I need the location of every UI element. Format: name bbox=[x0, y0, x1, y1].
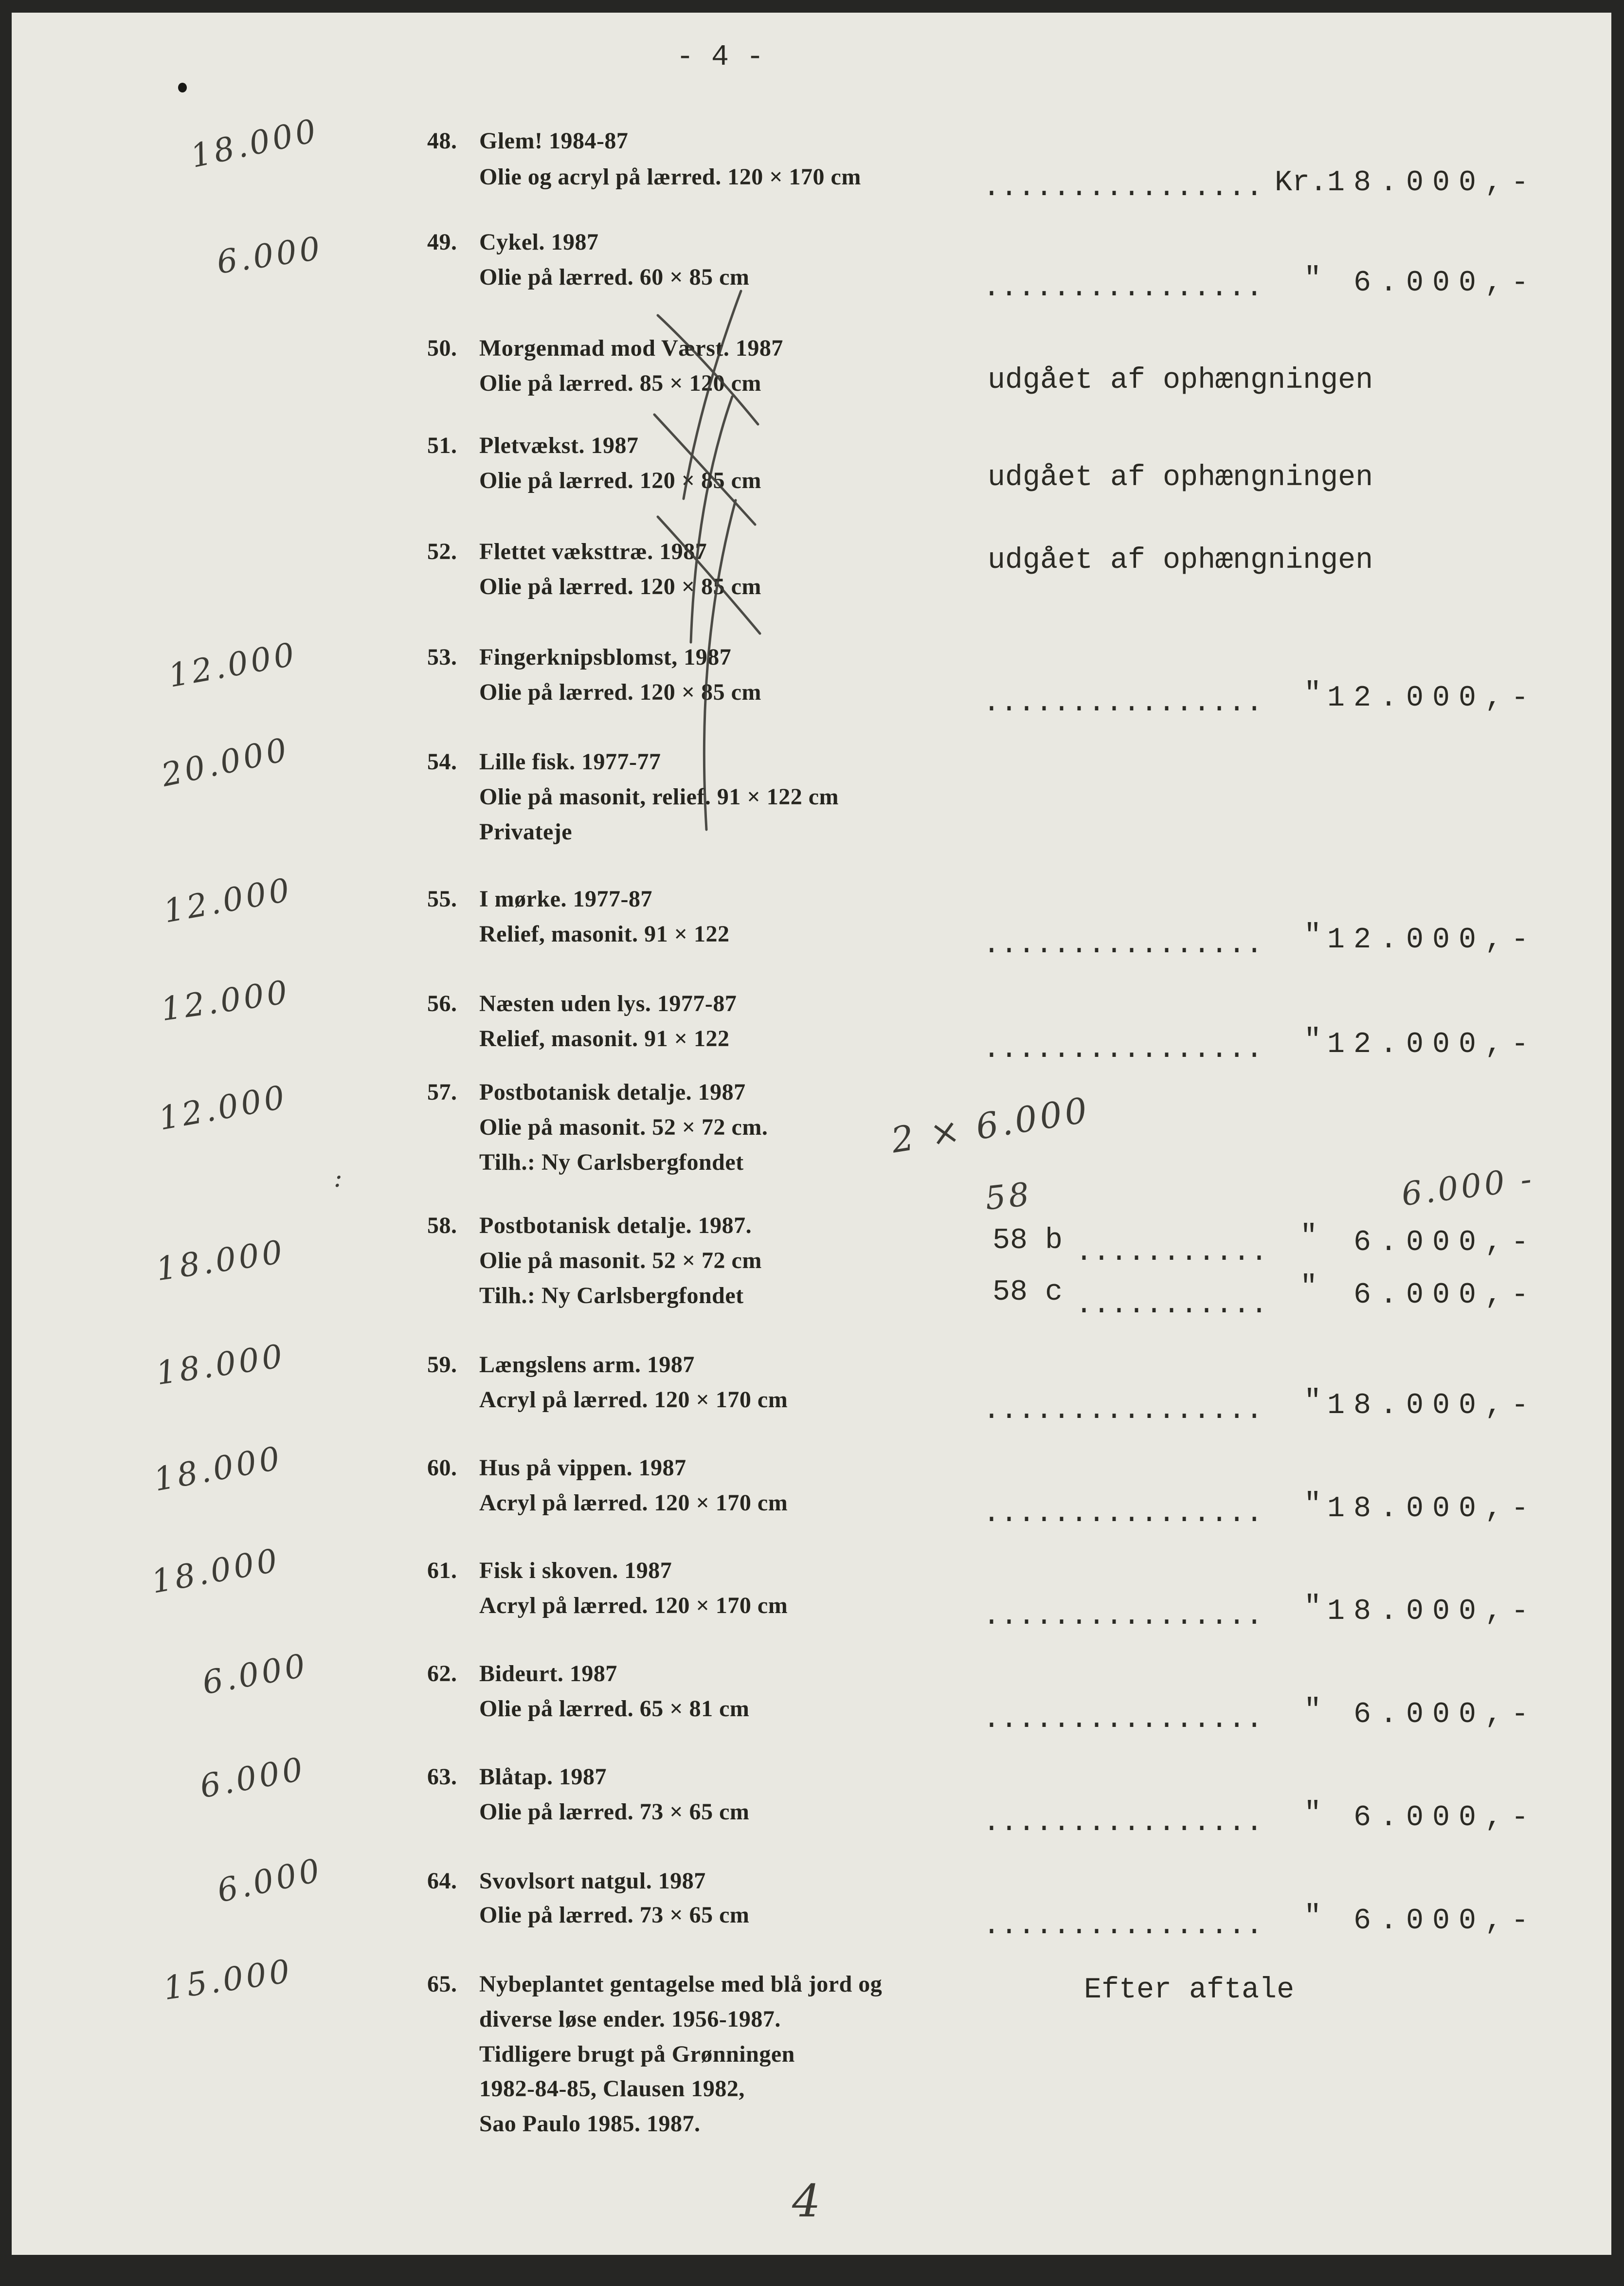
page-footer-number: 4 bbox=[792, 2175, 824, 2227]
item-64-dots: ................ bbox=[983, 1909, 1263, 1942]
item-58b-label: 58 b bbox=[992, 1224, 1063, 1257]
item-65-line2: diverse løse ender. 1956-1987. bbox=[479, 2006, 781, 2032]
item-52-title: Flettet væksttræ. 1987 bbox=[479, 539, 707, 564]
item-49-dots: ................ bbox=[983, 272, 1263, 305]
item-65-line4: 1982-84-85, Clausen 1982, bbox=[479, 2076, 745, 2102]
item-58-medium: Olie på masonit. 52 × 72 cm bbox=[479, 1248, 762, 1273]
margin-note-53: 12.000 bbox=[165, 635, 300, 695]
item-49-medium: Olie på lærred. 60 × 85 cm bbox=[479, 264, 750, 290]
item-54-number: 54. bbox=[427, 749, 457, 775]
item-58c-price: 6.000,- bbox=[1353, 1279, 1537, 1312]
item-53-ditto: " bbox=[1304, 678, 1322, 711]
item-61-ditto: " bbox=[1304, 1591, 1322, 1624]
item-50-medium: Olie på lærred. 85 × 120 cm bbox=[479, 370, 761, 396]
scan-border-left bbox=[0, 0, 12, 2286]
item-63-medium: Olie på lærred. 73 × 65 cm bbox=[479, 1799, 750, 1825]
item-64-price: 6.000,- bbox=[1353, 1905, 1537, 1938]
item-59-medium: Acryl på lærred. 120 × 170 cm bbox=[479, 1387, 788, 1413]
item-48-title: Glem! 1984-87 bbox=[479, 128, 629, 154]
item-51-medium: Olie på lærred. 120 × 85 cm bbox=[479, 468, 761, 493]
item-65-line5: Sao Paulo 1985. 1987. bbox=[479, 2111, 701, 2137]
item-64-ditto: " bbox=[1304, 1901, 1322, 1934]
item-58-owner: Tilh.: Ny Carlsbergfondet bbox=[479, 1283, 744, 1308]
item-59-ditto: " bbox=[1304, 1385, 1322, 1418]
margin-note-63: 6.000 bbox=[197, 1750, 308, 1806]
item-48-number: 48. bbox=[427, 128, 457, 154]
item-55-dots: ................ bbox=[983, 928, 1263, 962]
margin-note-65: 15.000 bbox=[161, 1952, 295, 2008]
item-51-status: udgået af ophængningen bbox=[988, 461, 1373, 494]
item-53-dots: ................ bbox=[983, 687, 1263, 720]
item-57-medium: Olie på masonit. 52 × 72 cm. bbox=[479, 1114, 768, 1140]
margin-note-62: 6.000 bbox=[199, 1646, 311, 1702]
item-52-medium: Olie på lærred. 120 × 85 cm bbox=[479, 574, 761, 599]
item-54-note: Privateje bbox=[479, 819, 573, 845]
item-60-dots: ................ bbox=[983, 1497, 1263, 1530]
item-56-ditto: " bbox=[1304, 1024, 1322, 1057]
item-55-ditto: " bbox=[1304, 920, 1322, 953]
item-48-medium: Olie og acryl på lærred. 120 × 170 cm bbox=[479, 164, 861, 190]
item-58-number: 58. bbox=[427, 1213, 457, 1238]
item-63-ditto: " bbox=[1304, 1797, 1322, 1831]
margin-note-60: 18.000 bbox=[151, 1439, 286, 1499]
margin-note-49: 6.000 bbox=[214, 229, 325, 281]
item-49-number: 49. bbox=[427, 229, 457, 255]
item-63-price: 6.000,- bbox=[1353, 1801, 1537, 1834]
item-60-medium: Acryl på lærred. 120 × 170 cm bbox=[479, 1490, 788, 1516]
item-56-dots: ................ bbox=[983, 1033, 1263, 1066]
margin-note-54: 20.000 bbox=[158, 730, 293, 794]
item-49-price: 6.000,- bbox=[1353, 267, 1537, 300]
item-64-title: Svovlsort natgul. 1987 bbox=[479, 1868, 706, 1894]
item-61-medium: Acryl på lærred. 120 × 170 cm bbox=[479, 1593, 788, 1618]
item-63-dots: ................ bbox=[983, 1806, 1263, 1839]
item-52-number: 52. bbox=[427, 539, 457, 564]
item-62-title: Bideurt. 1987 bbox=[479, 1661, 617, 1687]
item-49-title: Cykel. 1987 bbox=[479, 229, 599, 255]
staple-mark bbox=[178, 83, 187, 92]
margin-note-56: 12.000 bbox=[158, 973, 292, 1029]
item-62-ditto: " bbox=[1304, 1694, 1322, 1727]
item-50-number: 50. bbox=[427, 335, 457, 361]
item-57-title: Postbotanisk detalje. 1987 bbox=[479, 1079, 746, 1105]
item-57-owner: Tilh.: Ny Carlsbergfondet bbox=[479, 1149, 744, 1175]
item-57-number: 57. bbox=[427, 1079, 457, 1105]
item-52-status: udgået af ophængningen bbox=[988, 544, 1373, 577]
item-50-status: udgået af ophængningen bbox=[988, 364, 1373, 397]
handwritten-price-58: 6.000 - bbox=[1399, 1160, 1536, 1214]
scan-border-top bbox=[0, 0, 1624, 13]
item-53-number: 53. bbox=[427, 644, 457, 670]
margin-note-64: 6.000 bbox=[214, 1851, 326, 1910]
item-65-status: Efter aftale bbox=[1084, 1974, 1295, 2007]
item-56-medium: Relief, masonit. 91 × 122 bbox=[479, 1026, 730, 1052]
item-55-price: 12.000,- bbox=[1327, 924, 1537, 957]
item-50-title: Morgenmad mod Værst. 1987 bbox=[479, 335, 783, 361]
item-56-number: 56. bbox=[427, 991, 457, 1016]
item-51-number: 51. bbox=[427, 433, 457, 458]
item-54-medium: Olie på masonit, relief. 91 × 122 cm bbox=[479, 784, 839, 810]
item-56-title: Næsten uden lys. 1977-87 bbox=[479, 991, 737, 1016]
item-59-price: 18.000,- bbox=[1327, 1389, 1537, 1422]
item-63-number: 63. bbox=[427, 1764, 457, 1790]
item-58-title: Postbotanisk detalje. 1987. bbox=[479, 1213, 752, 1238]
item-64-medium: Olie på lærred. 73 × 65 cm bbox=[479, 1902, 750, 1928]
margin-note-55: 12.000 bbox=[161, 871, 295, 930]
page-header: - 4 - bbox=[676, 41, 764, 74]
item-62-number: 62. bbox=[427, 1661, 457, 1687]
item-60-ditto: " bbox=[1304, 1488, 1322, 1522]
item-55-number: 55. bbox=[427, 886, 457, 912]
item-53-medium: Olie på lærred. 120 × 85 cm bbox=[479, 679, 761, 705]
item-60-number: 60. bbox=[427, 1455, 457, 1481]
margin-note-48: 18.000 bbox=[187, 111, 323, 175]
item-55-title: I mørke. 1977-87 bbox=[479, 886, 652, 912]
item-60-price: 18.000,- bbox=[1327, 1492, 1537, 1525]
margin-note-58: 18.000 bbox=[153, 1233, 288, 1288]
item-59-title: Længslens arm. 1987 bbox=[479, 1352, 695, 1378]
item-58c-dots: ........... bbox=[1075, 1288, 1268, 1322]
margin-note-61: 18.000 bbox=[148, 1541, 283, 1601]
item-58b-ditto: " bbox=[1300, 1220, 1318, 1253]
item-61-price: 18.000,- bbox=[1327, 1595, 1537, 1628]
item-58b-dots: ........... bbox=[1075, 1236, 1268, 1269]
margin-colon-57: : bbox=[334, 1164, 345, 1193]
item-62-price: 6.000,- bbox=[1353, 1698, 1537, 1731]
item-61-title: Fisk i skoven. 1987 bbox=[479, 1558, 672, 1583]
item-61-dots: ................ bbox=[983, 1600, 1263, 1633]
item-58c-label: 58 c bbox=[992, 1276, 1063, 1309]
item-61-number: 61. bbox=[427, 1558, 457, 1583]
item-58c-ditto: " bbox=[1300, 1271, 1318, 1304]
item-64-number: 64. bbox=[427, 1868, 457, 1894]
handwritten-note-57: 2 × 6.000 bbox=[888, 1089, 1093, 1161]
item-59-number: 59. bbox=[427, 1352, 457, 1378]
scan-border-bottom bbox=[0, 2255, 1624, 2286]
handwritten-number-58: 58 bbox=[983, 1175, 1034, 1217]
item-48-dots: ................ bbox=[983, 171, 1263, 204]
item-63-title: Blåtap. 1987 bbox=[479, 1764, 607, 1790]
item-65-title: Nybeplantet gentagelse med blå jord og bbox=[479, 1971, 883, 1997]
item-65-line3: Tidligere brugt på Grønningen bbox=[479, 2041, 795, 2067]
scan-border-right bbox=[1611, 0, 1624, 2286]
item-62-dots: ................ bbox=[983, 1703, 1263, 1736]
item-48-price: 18.000,- bbox=[1327, 166, 1537, 200]
margin-note-57: 12.000 bbox=[156, 1078, 290, 1138]
item-60-title: Hus på vippen. 1987 bbox=[479, 1455, 686, 1481]
item-65-number: 65. bbox=[427, 1971, 457, 1997]
item-53-price: 12.000,- bbox=[1327, 682, 1537, 715]
margin-note-59: 18.000 bbox=[153, 1337, 288, 1393]
item-53-title: Fingerknipsblomst, 1987 bbox=[479, 644, 732, 670]
item-59-dots: ................ bbox=[983, 1394, 1263, 1427]
item-49-ditto: " bbox=[1304, 263, 1322, 296]
strike-x-item-51-a bbox=[691, 397, 732, 642]
item-56-price: 12.000,- bbox=[1327, 1028, 1537, 1061]
item-55-medium: Relief, masonit. 91 × 122 bbox=[479, 921, 730, 947]
item-51-title: Pletvækst. 1987 bbox=[479, 433, 639, 458]
item-54-title: Lille fisk. 1977-77 bbox=[479, 749, 661, 775]
item-62-medium: Olie på lærred. 65 × 81 cm bbox=[479, 1696, 750, 1722]
item-48-currency: Kr. bbox=[1275, 166, 1328, 200]
item-58b-price: 6.000,- bbox=[1353, 1226, 1537, 1259]
